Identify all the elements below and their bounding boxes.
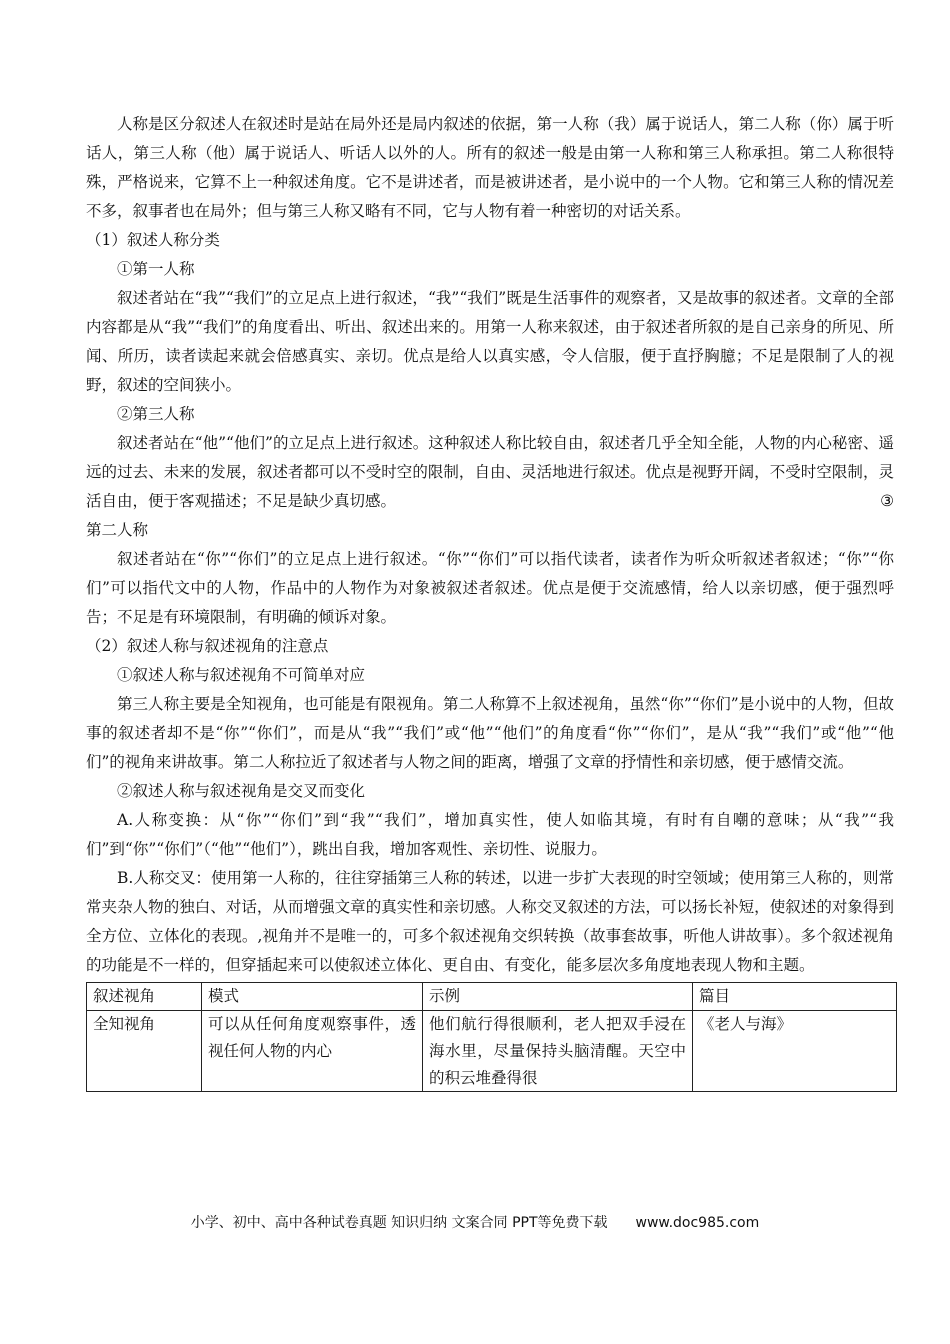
cell-text: 可以从任何角度观察事件，透视任何人物的内心 [208,1015,416,1060]
paragraph-person-cross: B.人称交叉：使用第一人称的，往往穿插第三人称的转述，以进一步扩大表现的时空领域；使用第三人称的，则常常夹杂人物的独白、对话，从而增强文章的真实性和亲切感。人称交叉叙述的方法，可以扬长补短，使叙述的对象得到全方位、立体化的表现。,视角并不是唯一的，可多个叙述视角交织转换（故事套故事，听他人讲故事）。多个叙述视角的功能是不一样的，但穿插起来可以使叙述立体化、更自由、有变化，能多层次多角度地表现人物和主题。 [86,869,894,974]
paragraph-first-person: 叙述者站在“我”“我们”的立足点上进行叙述，“我”“我们”既是生活事件的观察者，又是故事的叙述者。文章的全部内容都是从“我”“我们”的角度看出、听出、叙述出来的。用第一人称来叙述，由于叙述者所叙的是自己亲身的所见、所闻、所历，读者读起来就会倍感真实、亲切。优点是给人以真实感，令人信服，便于直抒胸臆；不足是限制了人的视野，叙述的空间狭小。 [86,289,894,394]
subheading-second-person: 第二人称 [86,521,149,539]
table-cell-example [423,1011,693,1092]
cell-text: 《老人与海》 [699,1015,793,1033]
subheading-cross-change: ②叙述人称与叙述视角是交叉而变化 [117,782,366,800]
cell-text: 他们航行得很顺利，老人把双手浸在海水里，尽量保持头脑清醒。天空中的积云堆叠得很 [429,1015,686,1087]
table-header-cell: 叙述视角 [87,983,202,1011]
table-row [87,1011,897,1092]
paragraph-third-person-text: 叙述者站在“他”“他们”的立足点上进行叙述。这种叙述人称比较自由，叙述者几乎全知全能，人物的内心秘密、遥远的过去、未来的发展，叙述者都可以不受时空的限制，自由、灵活地进行叙述。优点是视野开阔，不受时空限制，灵活自由，便于客观描述；不足是缺少真切感。 [86,434,894,510]
narrative-perspective-table [86,982,894,1092]
table-cell-mode [202,1011,423,1092]
footer-text: 小学、初中、高中各种试卷真题 知识归纳 文案合同 PPT等免费下载 [190,1215,608,1231]
paragraph-intro: 人称是区分叙述人在叙述时是站在局外还是局内叙述的依据，第一人称（我）属于说话人，第二人称（你）属于听话人，第三人称（他）属于说话人、听话人以外的人。所有的叙述一般是由第一人称和第三人称承担。第二人称很特殊，严格说来，它算不上一种叙述角度。它不是讲述者，而是被讲述者，是小说中的一个人物。它和第三人称的情况差不多，叙事者也在局外；但与第三人称又略有不同，它与人物有着一种密切的对话关系。 [86,115,894,220]
subheading-first-person: ①第一人称 [117,260,195,278]
paragraph-second-person: 叙述者站在“你”“你们”的立足点上进行叙述。“你”“你们”可以指代读者，读者作为听众听叙述者叙述；“你”“你们”可以指代文中的人物，作品中的人物作为对象被叙述者叙述。优点是便于交流感情，给人以亲切感，便于强烈呼告；不足是有环境限制，有明确的倾诉对象。 [86,550,894,626]
table-header-cell: 模式 [202,983,423,1011]
section-heading-1: （1）叙述人称分类 [86,231,220,249]
footer-url-link[interactable]: www.doc985.com [635,1215,760,1231]
table-header-cell: 示例 [423,983,693,1011]
table-header-cell: 篇目 [693,983,897,1011]
document-body [86,110,894,1092]
paragraph-not-simple: 第三人称主要是全知视角，也可能是有限视角。第二人称算不上叙述视角，虽然“你”“你们”是小说中的人物，但故事的叙述者却不是“你”“你们”，而是从“我”“我们”或“他”“他们”的角度看“你”“你们”，是从“我”“我们”或“他”“他们”的视角来讲故事。第二人称拉近了叙述者与人物之间的距离，增强了文章的抒情性和亲切感，便于感情交流。 [86,695,894,771]
table-cell-perspective [87,1011,202,1092]
paragraph-third-person [86,429,894,516]
cell-text: 全知视角 [93,1015,156,1033]
subheading-third-person: ②第三人称 [117,405,195,423]
subheading-not-simple: ①叙述人称与叙述视角不可简单对应 [117,666,366,684]
circled-number-three: ③ [880,492,894,510]
section-heading-2: （2）叙述人称与叙述视角的注意点 [86,637,329,655]
paragraph-person-change: A.人称变换：从“你”“你们”到“我”“我们”，增加真实性，使人如临其境，有时有自嘲的意味；从“我”“我们”到“你”“你们”（“他”“他们”），跳出自我，增加客观性、亲切性、说服力。 [86,811,894,858]
page-footer [0,1212,950,1232]
table-header-row [87,983,897,1011]
table-cell-title [693,1011,897,1092]
